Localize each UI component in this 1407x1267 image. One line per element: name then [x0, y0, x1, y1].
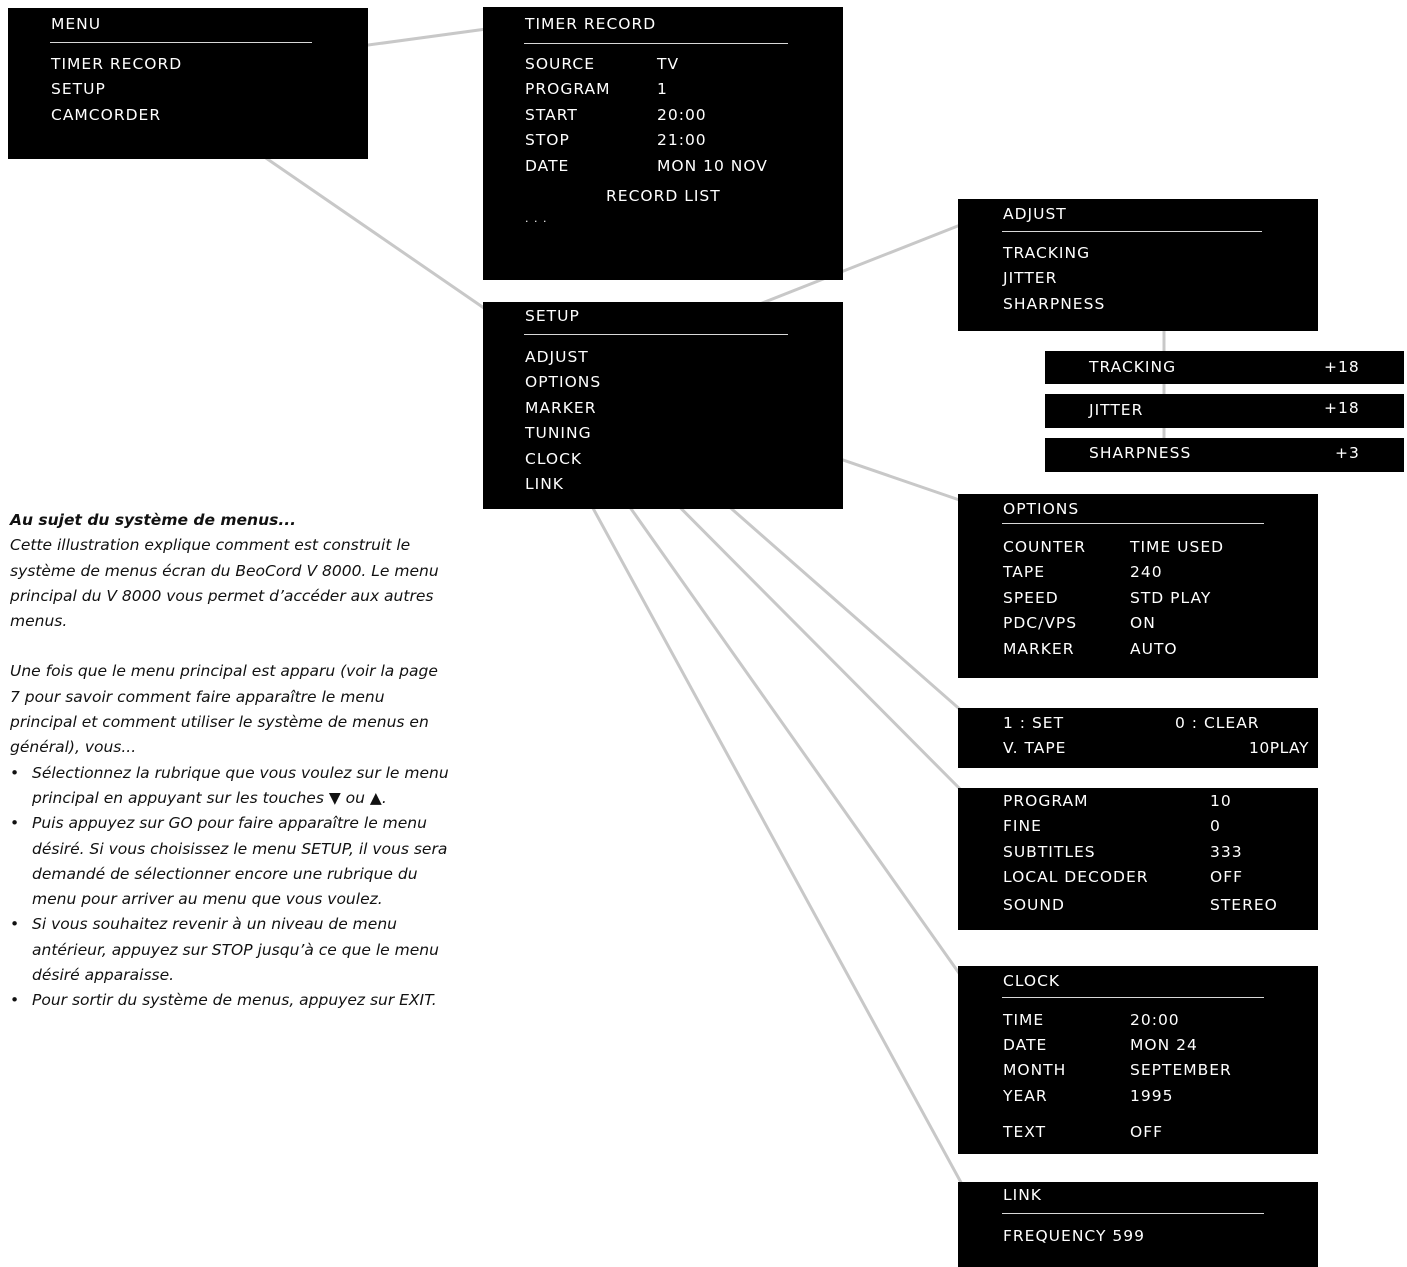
clock-value-year[interactable]: 1995	[1130, 1087, 1174, 1105]
clock-label-date: DATE	[1003, 1036, 1048, 1054]
bullet: •	[10, 915, 20, 934]
tracking-value[interactable]: +18	[1324, 358, 1360, 376]
menu-item-camcorder[interactable]: CAMCORDER	[51, 106, 162, 124]
adjust-item-sharpness[interactable]: SHARPNESS	[1003, 295, 1106, 313]
connector-clock	[598, 462, 978, 1000]
clock-label-time: TIME	[1003, 1011, 1045, 1029]
menu-item-timer-record[interactable]: TIMER RECORD	[51, 55, 183, 73]
adjust-box	[958, 199, 1318, 331]
divider	[524, 43, 788, 44]
timer-label-start: START	[525, 106, 578, 124]
options-value-marker[interactable]: AUTO	[1130, 640, 1178, 658]
options-box	[958, 494, 1318, 678]
setup-box	[483, 302, 843, 509]
description-paragraph-2: Une fois que le menu principal est apparu (voir la page 7 pour savoir comment faire apparaître le menu principal et comment utiliser le système de menus en général), vous...	[10, 662, 438, 757]
timer-value-start[interactable]: 20:00	[657, 106, 707, 124]
clock-label-text: TEXT	[1003, 1123, 1047, 1141]
timer-label-program: PROGRAM	[525, 80, 611, 98]
marker-box	[958, 708, 1318, 768]
divider	[1002, 523, 1264, 524]
timer-label-source: SOURCE	[525, 55, 595, 73]
link-box	[958, 1182, 1318, 1267]
tuning-label-local-decoder: LOCAL DECODER	[1003, 868, 1149, 886]
divider	[1002, 1213, 1264, 1214]
timer-value-stop[interactable]: 21:00	[657, 131, 707, 149]
sharpness-value[interactable]: +3	[1335, 444, 1360, 462]
setup-item-adjust[interactable]: ADJUST	[525, 348, 589, 366]
clock-label-year: YEAR	[1003, 1087, 1048, 1105]
description-heading: Au sujet du système de menus...	[10, 511, 297, 529]
timer-value-source[interactable]: TV	[657, 55, 680, 73]
list-item: • Sélectionnez la rubrique que vous voulez sur le menu principal en appuyant sur les touches ▼ ou ▲.	[10, 761, 450, 812]
tuning-value-fine[interactable]: 0	[1210, 817, 1221, 835]
list-item: • Si vous souhaitez revenir à un niveau de menu antérieur, appuyez sur STOP jusqu’à ce que le menu désiré apparaisse.	[10, 912, 450, 988]
tuning-label-fine: FINE	[1003, 817, 1042, 835]
timer-record-title: TIMER RECORD	[525, 15, 657, 33]
jitter-label: JITTER	[1089, 401, 1144, 419]
main-menu-box	[8, 8, 368, 159]
tuning-label-subtitles: SUBTITLES	[1003, 843, 1096, 861]
tuning-value-subtitles[interactable]: 333	[1210, 843, 1243, 861]
timer-value-program[interactable]: 1	[657, 80, 668, 98]
timer-label-stop: STOP	[525, 131, 570, 149]
link-title: LINK	[1003, 1186, 1042, 1204]
divider	[1002, 997, 1264, 998]
description-paragraph-1: Cette illustration explique comment est construit le système de menus écran du BeoCord V 8000. Le menu principal du V 8000 vous permet d’accéder aux autres menus.	[10, 536, 439, 631]
clock-label-month: MONTH	[1003, 1061, 1067, 1079]
link-frequency[interactable]: FREQUENCY 599	[1003, 1227, 1145, 1245]
list-item: • Puis appuyez sur GO pour faire apparaître le menu désiré. Si vous choisissez le menu SETUP, il vous sera demandé de sélectionner encore une rubrique du menu pour arriver au menu que vous voulez.	[10, 811, 450, 912]
bullet: •	[10, 991, 20, 1010]
tuning-box	[958, 788, 1318, 930]
divider	[50, 42, 312, 43]
divider	[1002, 231, 1262, 232]
options-value-speed[interactable]: STD PLAY	[1130, 589, 1212, 607]
adjust-item-tracking[interactable]: TRACKING	[1003, 244, 1091, 262]
setup-item-link[interactable]: LINK	[525, 475, 564, 493]
tuning-value-program[interactable]: 10	[1210, 792, 1232, 810]
description-text	[10, 508, 450, 1014]
list-item: • Pour sortir du système de menus, appuyez sur EXIT.	[10, 988, 450, 1013]
clock-box	[958, 966, 1318, 1154]
timer-label-date: DATE	[525, 157, 570, 175]
timer-value-date[interactable]: MON 10 NOV	[657, 157, 768, 175]
sharpness-value-bar	[1045, 438, 1404, 472]
setup-item-marker[interactable]: MARKER	[525, 399, 597, 417]
record-list-button[interactable]: RECORD LIST	[606, 187, 721, 205]
tuning-value-sound[interactable]: STEREO	[1210, 896, 1278, 914]
marker-vtape-label: V. TAPE	[1003, 739, 1067, 757]
clock-title: CLOCK	[1003, 972, 1061, 990]
timer-record-box	[483, 7, 843, 280]
adjust-title: ADJUST	[1003, 205, 1067, 223]
options-label-pdc-vps: PDC/VPS	[1003, 614, 1078, 632]
clock-value-month[interactable]: SEPTEMBER	[1130, 1061, 1232, 1079]
setup-item-options[interactable]: OPTIONS	[525, 373, 602, 391]
adjust-item-jitter[interactable]: JITTER	[1003, 269, 1058, 287]
clock-value-time[interactable]: 20:00	[1130, 1011, 1180, 1029]
connector-link	[582, 488, 976, 1210]
setup-item-clock[interactable]: CLOCK	[525, 450, 583, 468]
menu-item-setup[interactable]: SETUP	[51, 80, 106, 98]
options-label-speed: SPEED	[1003, 589, 1059, 607]
sharpness-label: SHARPNESS	[1089, 444, 1192, 462]
bullet: •	[10, 763, 20, 782]
jitter-value-bar	[1045, 394, 1404, 428]
main-menu-title: MENU	[51, 15, 102, 33]
marker-clear[interactable]: 0 : CLEAR	[1175, 714, 1260, 732]
tracking-label: TRACKING	[1089, 358, 1177, 376]
marker-vtape-value[interactable]: 10PLAY	[1249, 739, 1309, 757]
options-label-marker: MARKER	[1003, 640, 1075, 658]
tuning-label-sound: SOUND	[1003, 896, 1065, 914]
options-label-tape: TAPE	[1003, 563, 1046, 581]
setup-title: SETUP	[525, 307, 580, 325]
bullet: •	[10, 814, 20, 833]
setup-item-tuning[interactable]: TUNING	[525, 424, 592, 442]
tracking-value-bar	[1045, 351, 1404, 384]
marker-set[interactable]: 1 : SET	[1003, 714, 1065, 732]
jitter-value[interactable]: +18	[1324, 399, 1360, 417]
options-value-counter[interactable]: TIME USED	[1130, 538, 1225, 556]
options-value-tape[interactable]: 240	[1130, 563, 1163, 581]
options-label-counter: COUNTER	[1003, 538, 1086, 556]
more-indicator: . . .	[525, 212, 548, 225]
clock-value-text[interactable]: OFF	[1130, 1123, 1164, 1141]
clock-value-date[interactable]: MON 24	[1130, 1036, 1198, 1054]
options-title: OPTIONS	[1003, 500, 1080, 518]
tuning-label-program: PROGRAM	[1003, 792, 1089, 810]
tuning-value-local-decoder[interactable]: OFF	[1210, 868, 1244, 886]
description-bullet-list	[10, 761, 450, 1014]
options-value-pdc-vps[interactable]: ON	[1130, 614, 1156, 632]
divider	[524, 334, 788, 335]
